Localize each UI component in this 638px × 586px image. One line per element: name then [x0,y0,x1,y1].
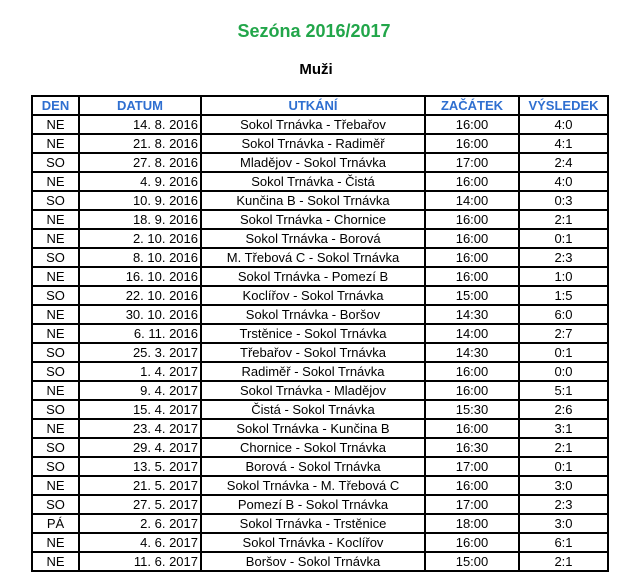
cell-day: SO [32,495,79,514]
cell-match: Sokol Trnávka - Chornice [201,210,425,229]
cell-match: Sokol Trnávka - Kunčina B [201,419,425,438]
cell-match: Sokol Trnávka - M. Třebová C [201,476,425,495]
cell-result: 2:3 [519,248,608,267]
table-row [32,248,608,267]
cell-result: 5:1 [519,381,608,400]
category-title: Muži [299,61,333,78]
cell-result: 1:5 [519,286,608,305]
cell-result: 4:1 [519,134,608,153]
cell-day: NE [32,381,79,400]
table-row [32,400,608,419]
table-row [32,476,608,495]
cell-match: Kunčina B - Sokol Trnávka [201,191,425,210]
cell-day: SO [32,191,79,210]
cell-start: 17:00 [425,495,519,514]
cell-result: 6:1 [519,533,608,552]
cell-day: SO [32,457,79,476]
cell-match: Chornice - Sokol Trnávka [201,438,425,457]
table-row [32,457,608,476]
cell-start: 16:00 [425,115,519,134]
cell-start: 16:00 [425,419,519,438]
table-row [32,381,608,400]
table-row [32,533,608,552]
cell-start: 17:00 [425,153,519,172]
schedule-body [32,115,608,571]
cell-date: 4. 6. 2017 [79,533,201,552]
cell-date: 30. 10. 2016 [79,305,201,324]
cell-date: 1. 4. 2017 [79,362,201,381]
cell-start: 17:00 [425,457,519,476]
table-header-row [32,96,608,115]
cell-result: 3:0 [519,514,608,533]
table-row [32,267,608,286]
cell-result: 2:7 [519,324,608,343]
cell-day: NE [32,134,79,153]
cell-start: 14:30 [425,305,519,324]
table-row [32,153,608,172]
table-row [32,229,608,248]
table-row [32,324,608,343]
cell-result: 3:0 [519,476,608,495]
cell-date: 23. 4. 2017 [79,419,201,438]
cell-match: Trstěnice - Sokol Trnávka [201,324,425,343]
table-row [32,305,608,324]
cell-day: NE [32,267,79,286]
cell-date: 22. 10. 2016 [79,286,201,305]
cell-date: 27. 8. 2016 [79,153,201,172]
cell-date: 16. 10. 2016 [79,267,201,286]
cell-result: 0:0 [519,362,608,381]
cell-result: 3:1 [519,419,608,438]
cell-start: 16:30 [425,438,519,457]
cell-result: 2:1 [519,210,608,229]
cell-day: NE [32,419,79,438]
table-row [32,495,608,514]
cell-start: 16:00 [425,134,519,153]
table-row [32,134,608,153]
cell-result: 0:1 [519,343,608,362]
cell-date: 8. 10. 2016 [79,248,201,267]
cell-date: 9. 4. 2017 [79,381,201,400]
cell-start: 15:30 [425,400,519,419]
cell-date: 21. 8. 2016 [79,134,201,153]
cell-date: 15. 4. 2017 [79,400,201,419]
table-row [32,438,608,457]
cell-day: NE [32,533,79,552]
cell-result: 0:1 [519,457,608,476]
table-row [32,514,608,533]
cell-start: 16:00 [425,381,519,400]
cell-match: Sokol Trnávka - Čistá [201,172,425,191]
cell-day: NE [32,210,79,229]
cell-result: 4:0 [519,115,608,134]
cell-match: Boršov - Sokol Trnávka [201,552,425,571]
cell-result: 0:3 [519,191,608,210]
cell-start: 15:00 [425,552,519,571]
cell-day: NE [32,115,79,134]
cell-start: 16:00 [425,248,519,267]
cell-match: Koclířov - Sokol Trnávka [201,286,425,305]
cell-match: Čistá - Sokol Trnávka [201,400,425,419]
cell-match: M. Třebová C - Sokol Trnávka [201,248,425,267]
cell-result: 4:0 [519,172,608,191]
table-row [32,172,608,191]
cell-start: 14:30 [425,343,519,362]
cell-result: 0:1 [519,229,608,248]
column-header-start: ZAČÁTEK [425,96,519,115]
cell-day: SO [32,153,79,172]
column-header-day: DEN [32,96,79,115]
cell-match: Pomezí B - Sokol Trnávka [201,495,425,514]
cell-start: 16:00 [425,267,519,286]
cell-date: 11. 6. 2017 [79,552,201,571]
table-row [32,362,608,381]
cell-day: NE [32,552,79,571]
cell-day: PÁ [32,514,79,533]
cell-result: 2:1 [519,438,608,457]
cell-result: 2:4 [519,153,608,172]
cell-start: 16:00 [425,476,519,495]
cell-date: 10. 9. 2016 [79,191,201,210]
cell-date: 25. 3. 2017 [79,343,201,362]
table-row [32,286,608,305]
cell-start: 18:00 [425,514,519,533]
cell-day: SO [32,400,79,419]
cell-day: SO [32,438,79,457]
cell-date: 18. 9. 2016 [79,210,201,229]
cell-result: 1:0 [519,267,608,286]
cell-day: SO [32,362,79,381]
cell-date: 6. 11. 2016 [79,324,201,343]
cell-start: 16:00 [425,172,519,191]
cell-date: 14. 8. 2016 [79,115,201,134]
column-header-date: DATUM [79,96,201,115]
cell-match: Sokol Trnávka - Boršov [201,305,425,324]
cell-day: NE [32,172,79,191]
cell-day: NE [32,305,79,324]
cell-day: NE [32,229,79,248]
cell-start: 16:00 [425,229,519,248]
cell-date: 29. 4. 2017 [79,438,201,457]
cell-start: 16:00 [425,210,519,229]
cell-start: 16:00 [425,362,519,381]
cell-start: 16:00 [425,533,519,552]
cell-result: 2:3 [519,495,608,514]
cell-match: Sokol Trnávka - Třebařov [201,115,425,134]
table-row [32,191,608,210]
table-row [32,115,608,134]
cell-match: Sokol Trnávka - Mladějov [201,381,425,400]
cell-day: SO [32,286,79,305]
cell-day: SO [32,343,79,362]
cell-match: Sokol Trnávka - Koclířov [201,533,425,552]
cell-day: NE [32,476,79,495]
cell-day: SO [32,248,79,267]
cell-date: 27. 5. 2017 [79,495,201,514]
cell-day: NE [32,324,79,343]
cell-date: 21. 5. 2017 [79,476,201,495]
cell-match: Sokol Trnávka - Trstěnice [201,514,425,533]
table-row [32,552,608,571]
cell-match: Sokol Trnávka - Borová [201,229,425,248]
cell-match: Radiměř - Sokol Trnávka [201,362,425,381]
cell-match: Třebařov - Sokol Trnávka [201,343,425,362]
cell-date: 2. 6. 2017 [79,514,201,533]
cell-match: Mladějov - Sokol Trnávka [201,153,425,172]
cell-start: 14:00 [425,191,519,210]
column-header-result: VÝSLEDEK [519,96,608,115]
cell-result: 2:1 [519,552,608,571]
schedule-table [31,95,609,572]
cell-result: 6:0 [519,305,608,324]
table-row [32,210,608,229]
cell-date: 4. 9. 2016 [79,172,201,191]
cell-date: 13. 5. 2017 [79,457,201,476]
table-row [32,419,608,438]
cell-date: 2. 10. 2016 [79,229,201,248]
cell-start: 14:00 [425,324,519,343]
cell-match: Sokol Trnávka - Pomezí B [201,267,425,286]
cell-result: 2:6 [519,400,608,419]
season-title: Sezóna 2016/2017 [237,21,391,41]
cell-start: 15:00 [425,286,519,305]
cell-match: Borová - Sokol Trnávka [201,457,425,476]
cell-match: Sokol Trnávka - Radiměř [201,134,425,153]
table-row [32,343,608,362]
column-header-match: UTKÁNÍ [201,96,425,115]
